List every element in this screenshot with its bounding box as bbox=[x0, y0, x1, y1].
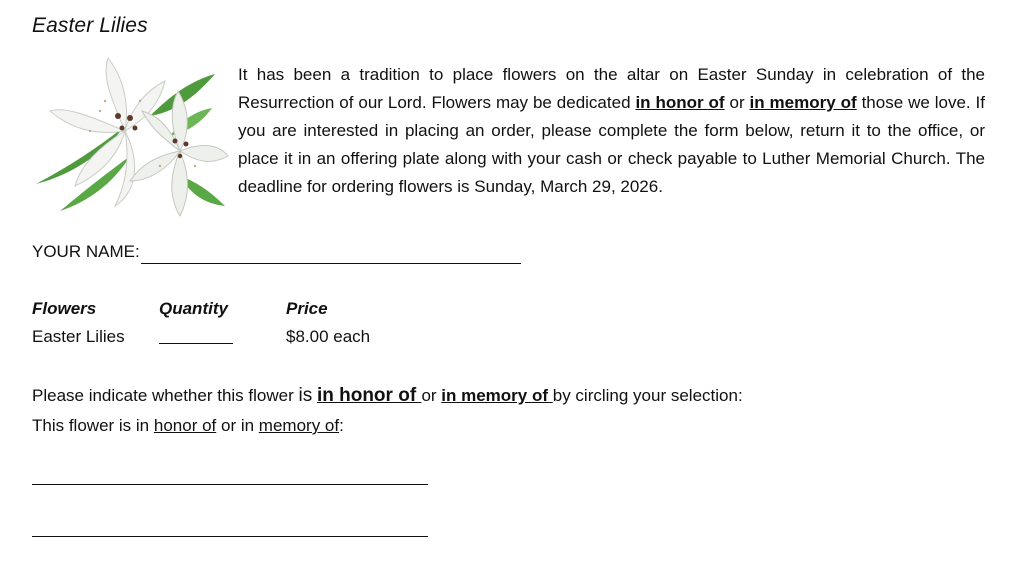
intro-in-memory-of: in memory of bbox=[749, 93, 857, 112]
page-title: Easter Lilies bbox=[32, 14, 148, 37]
flower-name: Easter Lilies bbox=[32, 327, 125, 346]
dedication-memory-of[interactable]: memory of bbox=[258, 416, 340, 435]
dedication-suffix: : bbox=[339, 416, 344, 435]
quantity-blank-line[interactable] bbox=[159, 325, 233, 344]
selection-in-honor-of[interactable]: in honor of bbox=[316, 385, 422, 406]
selection-prefix: Please indicate whether this flower bbox=[32, 386, 299, 405]
price-column bbox=[286, 297, 370, 349]
price-value: $8.00 each bbox=[286, 327, 371, 346]
dedication-honor-of[interactable]: honor of bbox=[153, 416, 217, 435]
dedication-prefix: This flower is in bbox=[32, 416, 154, 435]
intro-paragraph bbox=[238, 61, 985, 201]
name-label: YOUR NAME: bbox=[32, 242, 140, 261]
price-header: Price bbox=[286, 299, 328, 318]
selection-instruction bbox=[32, 383, 743, 409]
intro-text-1: It has been a tradition to place flowers on the altar on Easter Sunday in celebration of the Resurrection of our Lord. Flowers may be dedicated bbox=[238, 65, 985, 112]
selection-or: or bbox=[421, 386, 442, 405]
intro-in-honor-of: in honor of bbox=[635, 93, 725, 112]
dedication-blank-line-1[interactable] bbox=[32, 484, 428, 485]
intro-text-2: those we love. If you are interested in placing an order, please complete the form below, return it to the office, or place it in an offering plate along with your cash or check payable to Luther Memorial Church. The deadline for ordering flowers is Sunday, March 29, 2026. bbox=[238, 93, 985, 196]
dedication-blank-line-2[interactable] bbox=[32, 536, 428, 537]
intro-or: or bbox=[724, 93, 750, 112]
selection-is: is bbox=[298, 385, 313, 406]
name-blank-line[interactable] bbox=[141, 243, 521, 264]
quantity-column bbox=[159, 297, 233, 351]
flowers-header: Flowers bbox=[32, 299, 97, 318]
quantity-header: Quantity bbox=[159, 299, 228, 318]
dedication-or: or in bbox=[216, 416, 259, 435]
flowers-column bbox=[32, 297, 125, 349]
selection-in-memory-of[interactable]: in memory of bbox=[441, 386, 553, 405]
selection-suffix: by circling your selection: bbox=[552, 386, 743, 405]
dedication-line bbox=[32, 413, 344, 439]
name-field-row bbox=[32, 240, 521, 264]
lily-flowers-icon bbox=[30, 56, 230, 226]
